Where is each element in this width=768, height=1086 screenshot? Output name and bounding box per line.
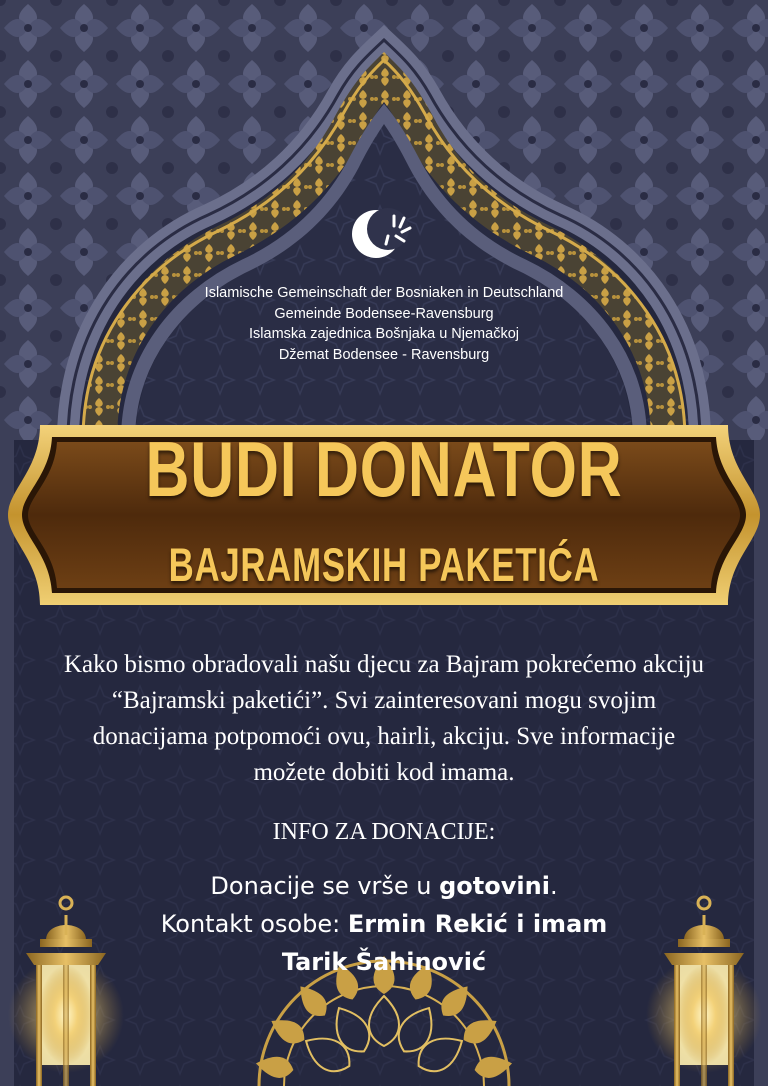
donation-method-prefix: Donacije se vrše u xyxy=(210,872,440,900)
description xyxy=(0,647,768,791)
org-line: Islamische Gemeinschaft der Bosniaken in Deutschland xyxy=(204,285,564,301)
donation-method: gotovini xyxy=(439,872,550,900)
info-heading: INFO ZA DONACIJE: xyxy=(272,819,496,845)
org-line: Gemeinde Bodensee-Ravensburg xyxy=(274,305,494,322)
donation-method-line xyxy=(0,867,768,905)
banner-title: BUDI DONATOR xyxy=(145,425,623,513)
contact-persons: Ermin Rekić i imam xyxy=(347,910,608,938)
description-line: donacijama potpomoći ovu, hairli, akciju. Sve informacije xyxy=(92,723,676,750)
description-line: možete dobiti kod imama. xyxy=(253,759,515,786)
donation-method-suffix: . xyxy=(549,872,558,900)
org-line: Islamska zajednica Bošnjaka u Njemačkoj xyxy=(249,326,519,342)
contact-persons-cont: Tarik Šahinović xyxy=(281,948,487,976)
org-line: Džemat Bodensee - Ravensburg xyxy=(278,346,490,363)
contact-prefix: Kontakt osobe: xyxy=(160,910,348,938)
description-line: Kako bismo obradovali našu djecu za Bajram pokrećemo akciju xyxy=(63,651,705,678)
organization-lines xyxy=(0,283,768,365)
banner-subtitle: BAJRAMSKIH PAKETIĆA xyxy=(168,538,600,591)
contact-line-2 xyxy=(0,943,768,981)
description-line: “Bajramski paketići”. Svi zainteresovani mogu svojim xyxy=(111,687,657,714)
contact-line xyxy=(0,905,768,943)
contact-info xyxy=(0,867,768,981)
